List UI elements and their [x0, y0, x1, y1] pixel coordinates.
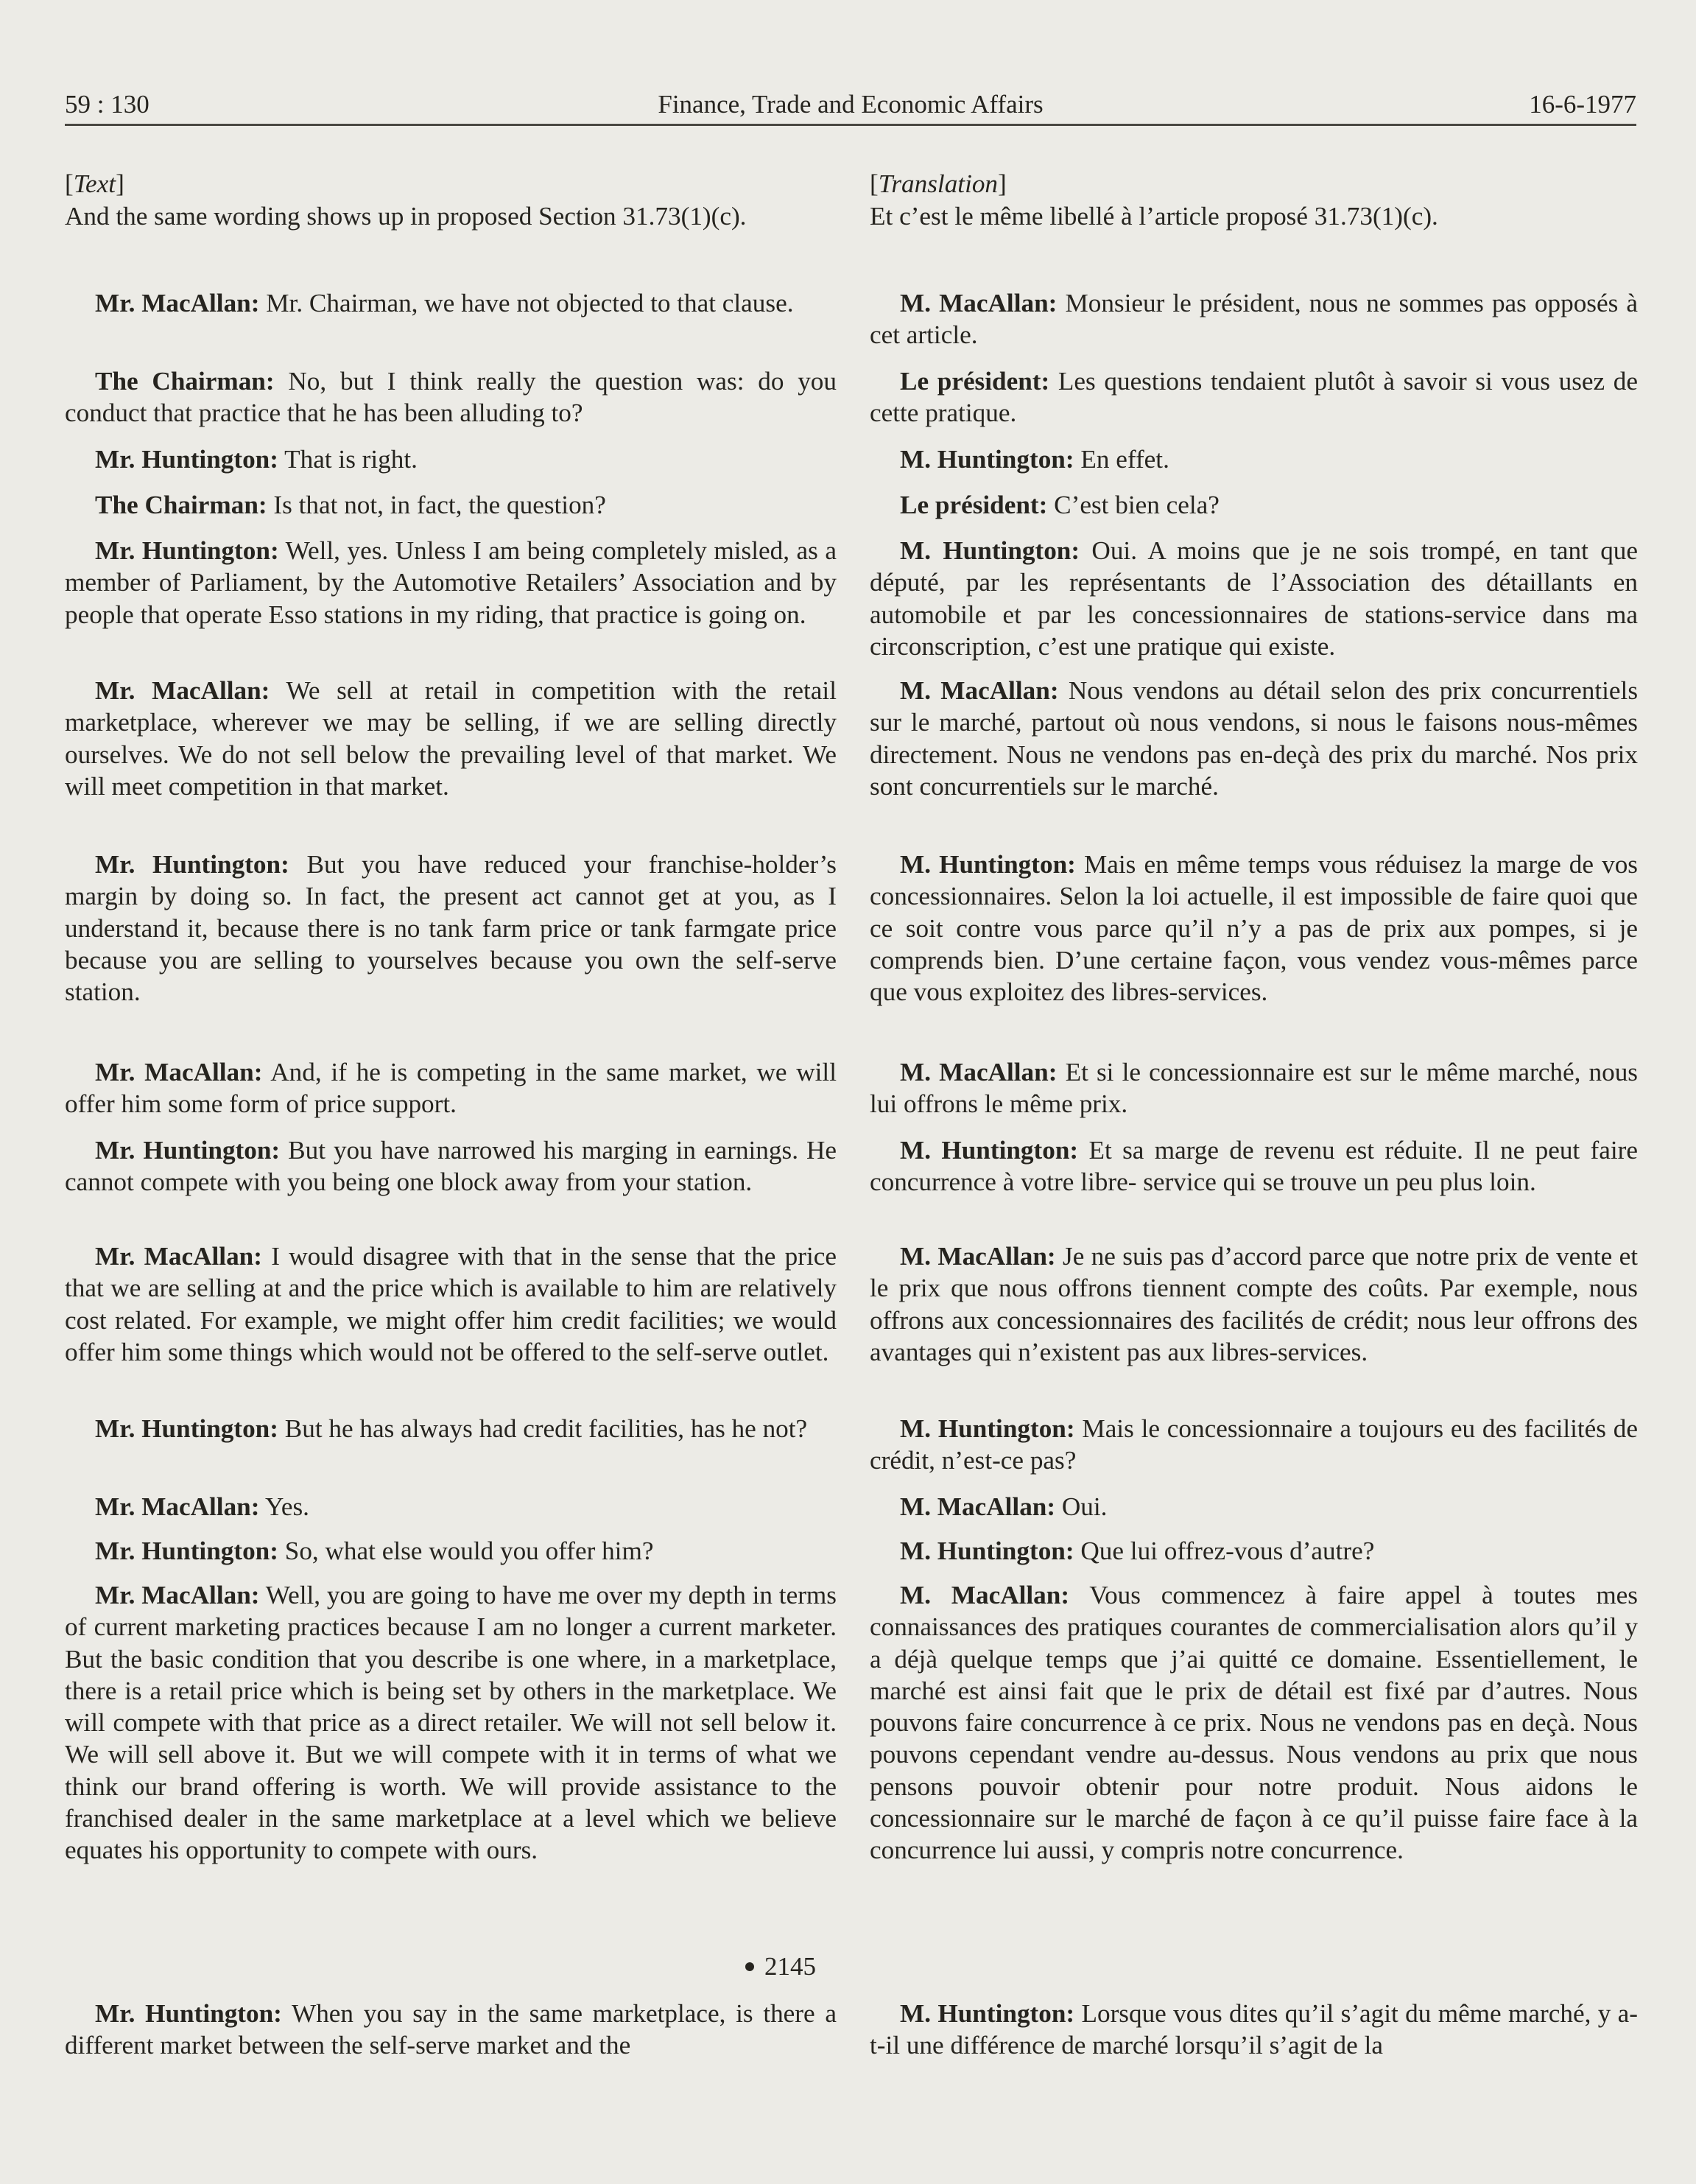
speaker-name: M. Huntington: [900, 850, 1076, 879]
speech-paragraph: Mr. Huntington: But you have reduced your franchise-holder’s margin by doing so. In fact, the present act cannot get at you, as I understand it, because there is no tank farm price or tank farmgate price because you are selling to yourselves because you own the self-serve station. [65, 850, 837, 1007]
time-marker-value: 2145 [764, 1952, 816, 1981]
speech-paragraph: The Chairman: No, but I think really the question was: do you conduct that practice that he has been alluding to? [65, 367, 837, 428]
speaker-name: Le président: [900, 367, 1050, 396]
speaker-name: Mr. MacAllan: [95, 289, 260, 317]
speech-paragraph: Mr. MacAllan: We sell at retail in competition with the retail marketplace, wherever we may be selling, if we are selling directly ourselves. We do not sell below the prevailing level of that market. We will meet competition in that market. [65, 676, 837, 801]
speech-paragraph: Mr. Huntington: Well, yes. Unless I am being completely misled, as a member of Parliament, by the Automotive Retailers’ Association and by people that operate Esso stations in my riding, that practice is going on. [65, 536, 837, 629]
speech-paragraph: Le président: Les questions tendaient plutôt à savoir si vous usez de cette pratique. [870, 367, 1639, 428]
column-tag: [Text] [65, 169, 124, 198]
speaker-name: M. Huntington: [900, 1537, 1074, 1565]
speech-paragraph: Le président: C’est bien cela? [900, 491, 1220, 519]
speech-paragraph: M. Huntington: En effet. [900, 445, 1169, 474]
speech-paragraph: Mr. Huntington: That is right. [95, 445, 418, 474]
speaker-name: M. Huntington: [900, 536, 1080, 565]
speaker-name: M. Huntington: [900, 1136, 1079, 1165]
running-title: Finance, Trade and Economic Affairs [658, 90, 1044, 119]
speaker-name: Mr. Huntington: [95, 536, 279, 565]
speech-paragraph: Mr. Huntington: So, what else would you offer him? [95, 1537, 654, 1565]
speaker-name: M. MacAllan: [900, 1581, 1070, 1609]
speaker-name: Mr. MacAllan: [95, 1581, 260, 1609]
speaker-name: Mr. MacAllan: [95, 676, 270, 705]
header-date: 16-6-1977 [1529, 90, 1636, 119]
page-number: 59 : 130 [65, 90, 149, 119]
speaker-name: M. Huntington: [900, 1414, 1075, 1443]
speech-paragraph: M. Huntington: Oui. A moins que je ne sois trompé, en tant que député, par les représentants de l’Association des détaillants en automobile et par les concessionnaires de stations-service dans ma circonscription, c’est une pratique qui existe. [870, 536, 1639, 661]
speaker-name: M. MacAllan: [900, 289, 1058, 317]
speaker-name: Mr. Huntington: [95, 445, 278, 474]
bullet-icon [745, 1962, 754, 1971]
speaker-name: Mr. Huntington: [95, 1537, 278, 1565]
speech-paragraph: M. Huntington: Et sa marge de revenu est réduite. Il ne peut faire concurrence à votre libre- service qui se trouve un peu plus loin. [870, 1136, 1639, 1197]
time-marker [745, 1952, 816, 1981]
speech-paragraph: M. MacAllan: Vous commencez à faire appel à toutes mes connaissances des pratiques courantes de commercialisation alors qu’il y a déjà quelque temps que j’ai quitté ce domaine. Essentiellement, le marché est ainsi fait que le prix de détail est fixé par d’autres. Nous pouvons faire concurrence à ce prix. Nous ne vendons pas en deçà. Nous pouvons cependant vendre au-dessus. Nous vendons au prix que nous pensons pouvoir obtenir pour notre produit. Nous aidons le concessionnaire sur le marché de façon à ce qu’il puisse faire face à la concurrence lui aussi, y compris notre concurrence. [870, 1581, 1638, 1865]
speech-paragraph: M. Huntington: Lorsque vous dites qu’il s’agit du même marché, y a-t-il une différence de marché lorsqu’il s’agit de la [870, 1999, 1639, 2060]
speech-paragraph: Mr. Huntington: When you say in the same marketplace, is there a different market between the self-serve market and the [65, 1999, 837, 2060]
speech-paragraph: Mr. MacAllan: Yes. [95, 1492, 309, 1521]
speaker-name: Le président: [900, 491, 1048, 519]
speaker-name: M. MacAllan: [900, 1242, 1056, 1271]
speaker-name: Mr. MacAllan: [95, 1492, 260, 1521]
speaker-name: Mr. Huntington: [95, 1414, 278, 1443]
speaker-name: Mr. MacAllan: [95, 1058, 263, 1086]
speech-paragraph: Mr. MacAllan: I would disagree with that in the sense that the price that we are selling at and the price which is available to him are relatively cost related. For example, we might offer him credit facilities; we would offer him some things which would not be offered to the self-serve outlet. [65, 1242, 837, 1366]
speaker-name: Mr. Huntington: [95, 850, 289, 879]
speech-paragraph: M. MacAllan: Monsieur le président, nous ne sommes pas opposés à cet article. [870, 289, 1638, 350]
speech-paragraph: Mr. Huntington: But he has always had credit facilities, has he not? [95, 1414, 808, 1443]
paragraph: And the same wording shows up in proposed Section 31.73(1)(c). [65, 202, 747, 231]
speech-paragraph: Mr. MacAllan: Well, you are going to have me over my depth in terms of current marketing practices because I am no longer a current marketer. But the basic condition that you describe is one where, in a marketplace, there is a retail price which is being set by others in the marketplace. We will compete with that price as a direct retailer. We will not sell below it. We will sell above it. But we will compete with it in terms of what we think our brand offering is worth. We will provide assistance to the franchised dealer in the same marketplace at a level which we believe equates his opportunity to compete with ours. [65, 1581, 837, 1865]
column-tag: [Translation] [870, 169, 1007, 198]
speaker-name: The Chairman: [95, 367, 275, 396]
speech-paragraph: M. MacAllan: Oui. [900, 1492, 1108, 1521]
speaker-name: M. MacAllan: [900, 1058, 1058, 1086]
speech-paragraph: Mr. MacAllan: Mr. Chairman, we have not objected to that clause. [95, 289, 794, 317]
speech-paragraph: Mr. Huntington: But you have narrowed his marging in earnings. He cannot compete with you being one block away from your station. [65, 1136, 837, 1197]
speech-paragraph: M. MacAllan: Je ne suis pas d’accord parce que notre prix de vente et le prix que nous offrons tiennent compte des coûts. Par exemple, nous offrons aux concessionnaires des facilités de crédit; nous leur offrons des avantages qui n’existent pas aux libres-services. [870, 1242, 1639, 1366]
speech-paragraph: M. Huntington: Mais en même temps vous réduisez la marge de vos concessionnaires. Selon la loi actuelle, il est impossible de faire quoi que ce soit contre vous parce qu’il n’y a pas de prix aux pompes, si je comprends bien. D’une certaine façon, vous vendez vous-mêmes parce que vous exploitez des libres-services. [870, 850, 1639, 1007]
speaker-name: M. MacAllan: [900, 1492, 1056, 1521]
speech-paragraph: M. MacAllan: Nous vendons au détail selon des prix concurrentiels sur le marché, partout où nous vendons, si nous le faisons nous-mêmes directement. Nous ne vendons pas en-deçà des prix du marché. Nos prix sont concurrentiels sur le marché. [870, 676, 1639, 801]
paragraph: Et c’est le même libellé à l’article proposé 31.73(1)(c). [870, 202, 1438, 231]
speaker-name: M. Huntington: [900, 445, 1074, 474]
page-header [65, 87, 1636, 126]
speech-paragraph: M. Huntington: Mais le concessionnaire a toujours eu des facilités de crédit, n’est-ce pas? [870, 1414, 1639, 1475]
speech-paragraph: M. MacAllan: Et si le concessionnaire est sur le même marché, nous lui offrons le même prix. [870, 1058, 1639, 1119]
speaker-name: M. Huntington: [900, 1999, 1075, 2028]
speech-paragraph: M. Huntington: Que lui offrez-vous d’autre? [900, 1537, 1375, 1565]
speaker-name: Mr. Huntington: [95, 1999, 282, 2028]
speaker-name: Mr. Huntington: [95, 1136, 281, 1165]
speaker-name: The Chairman: [95, 491, 267, 519]
speech-paragraph: The Chairman: Is that not, in fact, the question? [95, 491, 606, 519]
speaker-name: Mr. MacAllan: [95, 1242, 262, 1271]
speech-paragraph: Mr. MacAllan: And, if he is competing in the same market, we will offer him some form of price support. [65, 1058, 837, 1119]
speaker-name: M. MacAllan: [900, 676, 1059, 705]
